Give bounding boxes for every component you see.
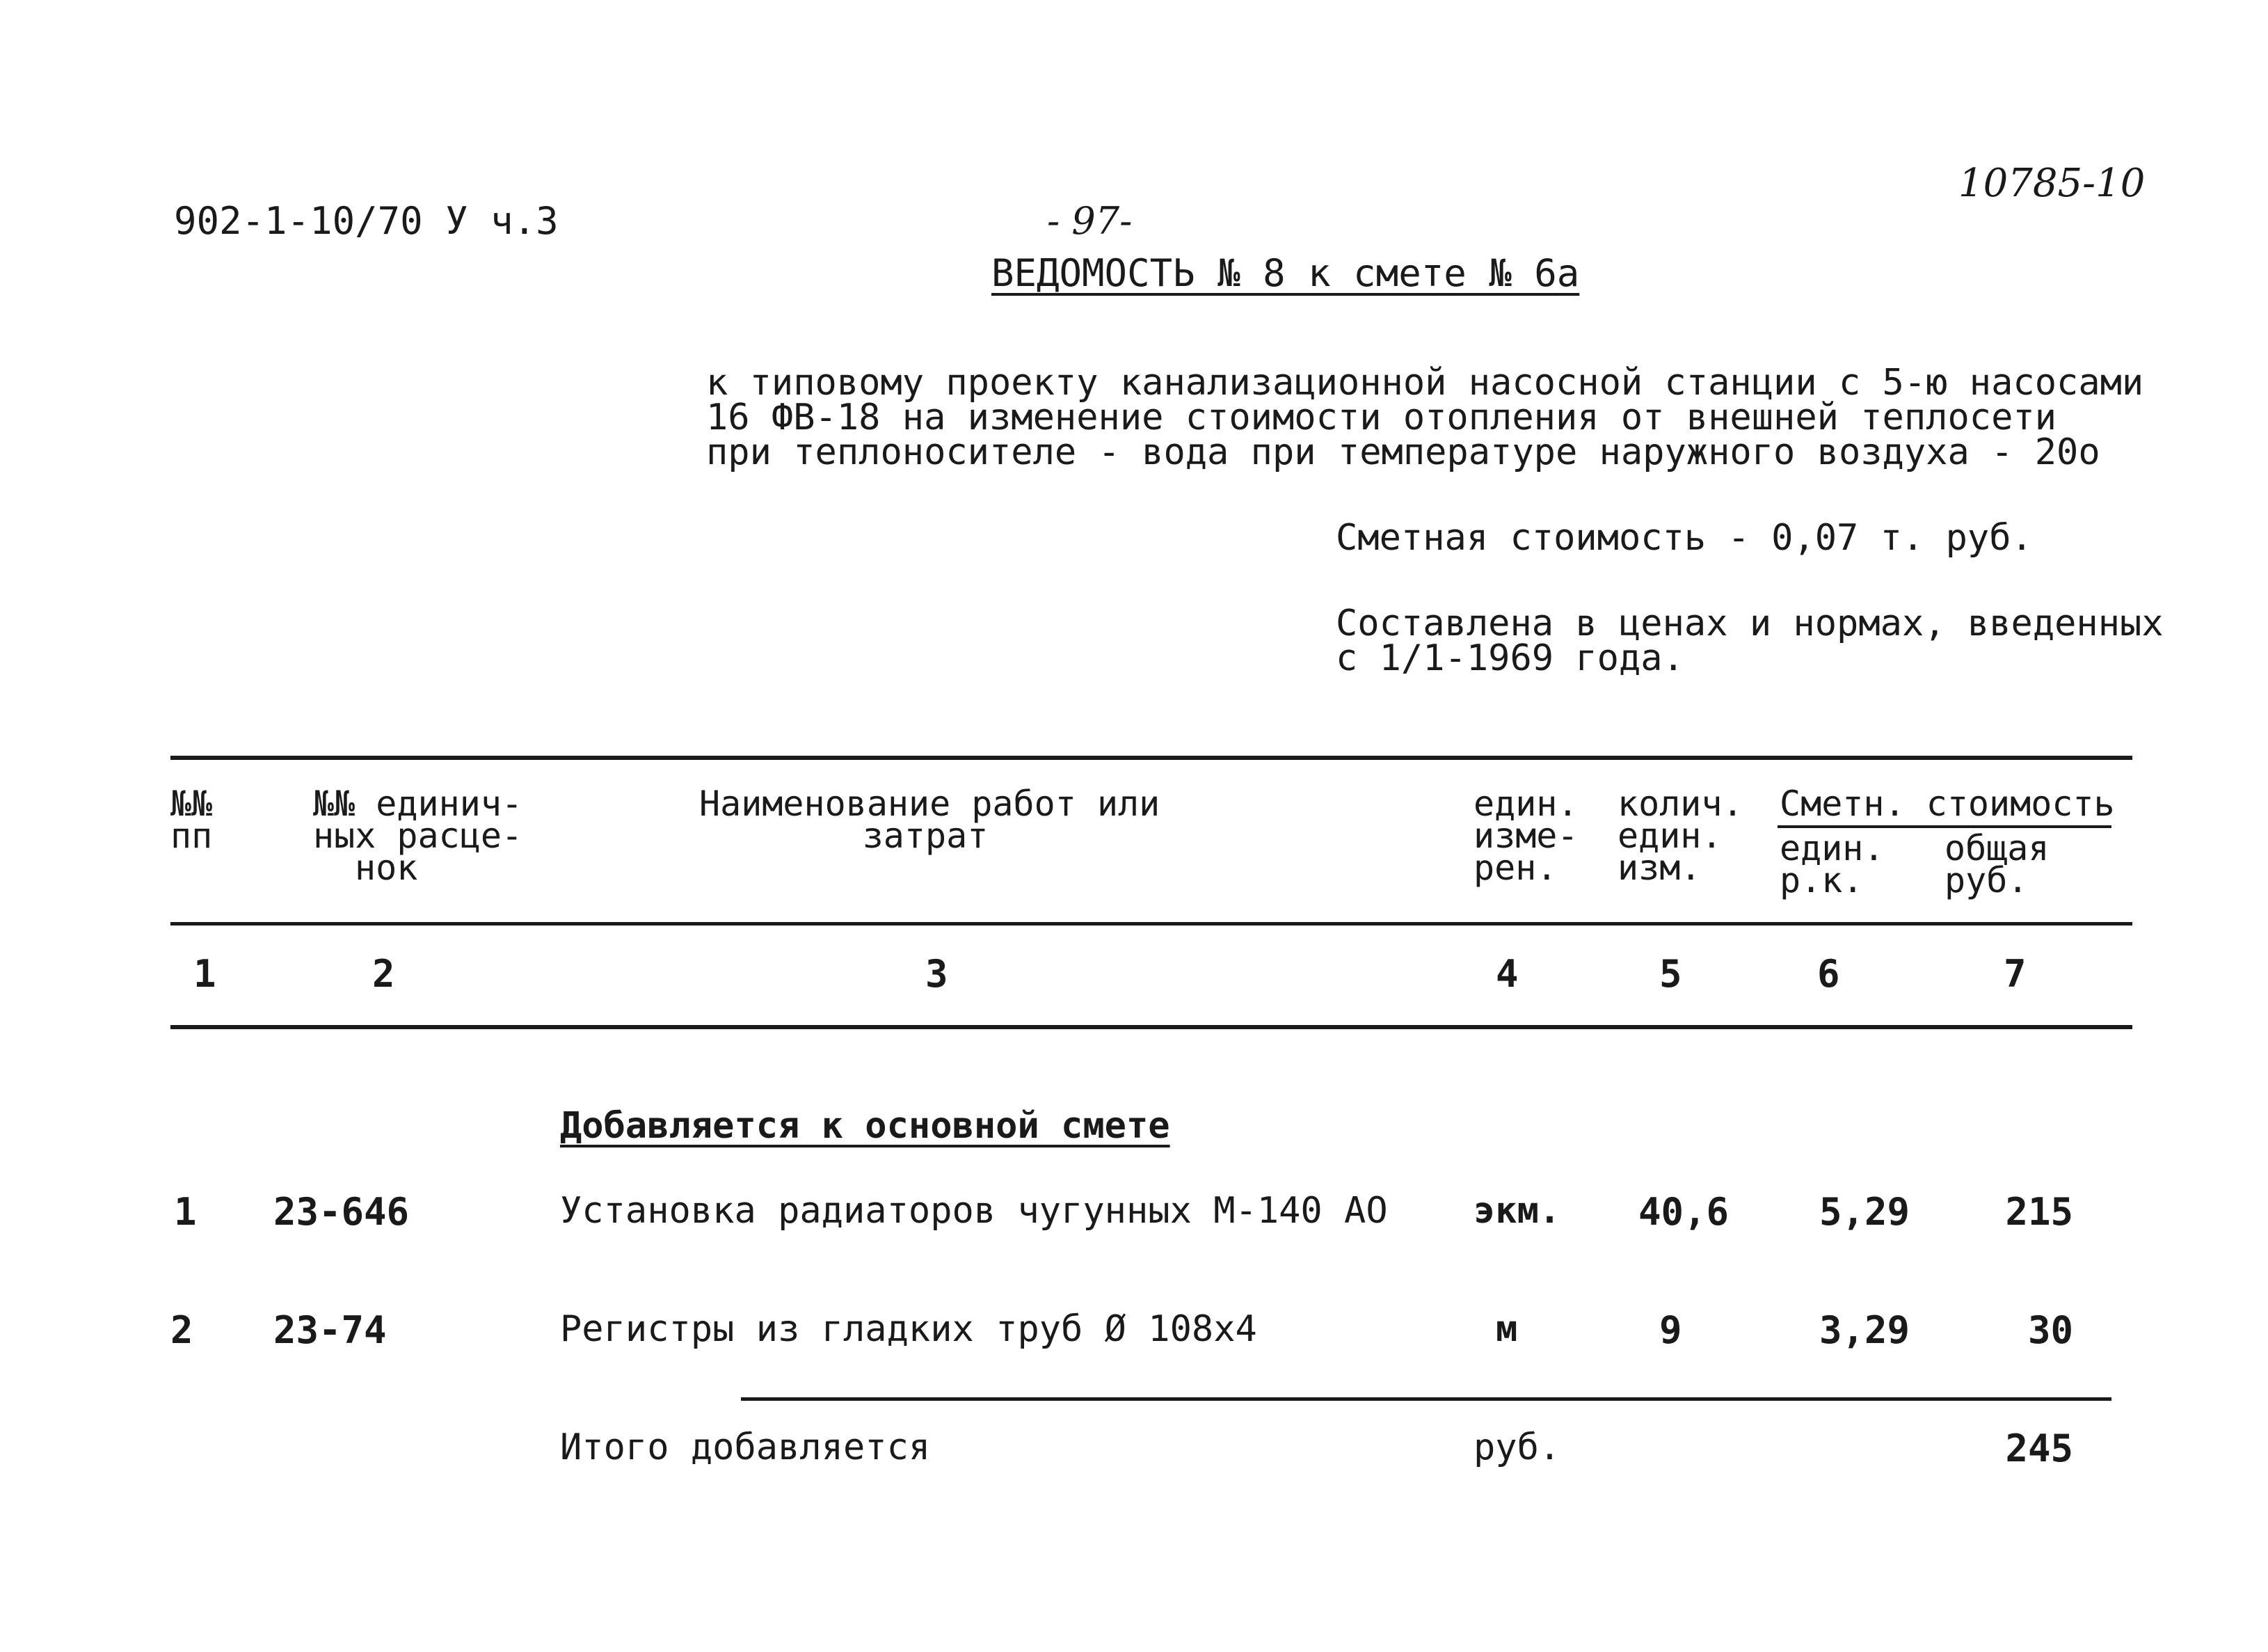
col-number-5: 5 (1659, 952, 1682, 996)
row1-total: 215 (2005, 1190, 2073, 1234)
row2-qty: 9 (1659, 1308, 1682, 1352)
header-col3: Наименование работ или затрат (699, 784, 1160, 856)
document-code: 902-1-10/70 У ч.3 (174, 199, 559, 243)
prices-note-line-2: с 1/1-1969 года. (1336, 637, 1684, 679)
total-rule (741, 1397, 2111, 1401)
prices-note-line-1: Составлена в ценах и нормах, введенных (1336, 603, 2164, 644)
col-number-4: 4 (1496, 952, 1519, 996)
row2-code: 23-74 (273, 1308, 387, 1352)
total-unit: руб. (1474, 1427, 1561, 1468)
row2-unit-price: 3,29 (1819, 1308, 1910, 1352)
column-numbers-rule (170, 1025, 2132, 1029)
header-cost-group: Сметн. стоимость (1780, 784, 2115, 824)
header-col1: №№ пп (170, 784, 213, 856)
estimated-cost: Сметная стоимость - 0,07 т. руб. (1336, 517, 2033, 559)
header-bottom-rule (170, 922, 2132, 926)
table-top-rule (170, 756, 2132, 760)
total-value: 245 (2005, 1427, 2073, 1470)
col-number-1: 1 (193, 952, 216, 996)
col-number-2: 2 (372, 952, 395, 996)
row2-total: 30 (2027, 1308, 2073, 1352)
total-label: Итого добавляется (560, 1427, 931, 1468)
row2-unit: м (1496, 1308, 1518, 1350)
section-title: Добавляется к основной смете (560, 1105, 1170, 1147)
col-number-7: 7 (2004, 952, 2027, 996)
row2-number: 2 (170, 1308, 193, 1352)
row1-qty: 40,6 (1638, 1190, 1730, 1234)
row1-unit-price: 5,29 (1819, 1190, 1910, 1234)
row1-code: 23-646 (273, 1190, 410, 1234)
header-col5: колич. един. изм. (1618, 784, 1743, 888)
archive-number: 10785-10 (1958, 161, 2146, 206)
col-number-6: 6 (1817, 952, 1840, 996)
header-col7: общая руб. (1944, 828, 2050, 900)
description-line-3: при теплоносителе - вода при температуре наружного воздуха - 20о (706, 431, 2100, 473)
document-title: ВЕДОМОСТЬ № 8 к смете № 6а (991, 251, 1580, 295)
row1-unit: экм. (1474, 1190, 1561, 1232)
row1-number: 1 (174, 1190, 197, 1234)
page-number: - 97- (1047, 199, 1133, 243)
col-number-3: 3 (925, 952, 948, 996)
header-col6: един. р.к. (1780, 828, 1885, 900)
row1-name: Установка радиаторов чугунных М-140 АО (560, 1190, 1388, 1232)
header-col4: един. изме- рен. (1474, 784, 1579, 888)
row2-name: Регистры из гладких труб Ø 108х4 (560, 1308, 1257, 1350)
description-line-2: 16 ФВ-18 на изменение стоимости отопления от внешней теплосети (706, 397, 2057, 438)
header-col2: №№ единич- ных расце- нок (313, 784, 523, 888)
description-line-1: к типовому проекту канализационной насосной станции с 5-ю насосами (706, 362, 2144, 404)
